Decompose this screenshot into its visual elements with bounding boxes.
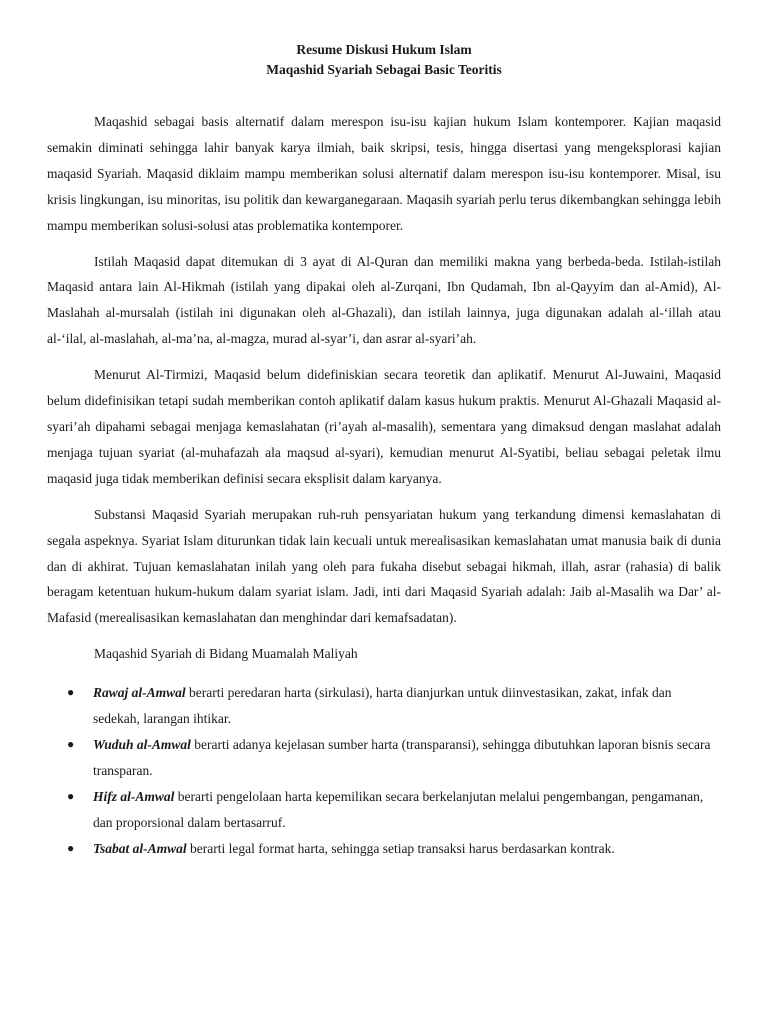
- list-item: [47, 836, 721, 862]
- bullet-icon: ●: [67, 788, 75, 803]
- bullet-icon: ●: [67, 840, 75, 855]
- list-item-text: berarti pengelolaan harta kepemilikan secara berkelanjutan melalui pengembangan, pengamanan, dan proporsional dalam bertasarruf.: [93, 788, 704, 830]
- paragraph-3: Menurut Al-Tirmizi, Maqasid belum didefiniskian secara teoretik dan aplikatif. Menurut Al-Juwaini, Maqasid belum didefinisikan tetapi sudah memberikan contoh aplikatif dalam kasus hukum praktis. Menurut Al-Ghazali Maqasid al-syari’ah dipahami sebagai menjaga kemaslahatan (ri’ayah al-masalih), sementara yang dimaksud dengan maslahat adalah menjaga tujuan syariat (al-muhafazah ala maqsud al-syari), kemudian menurut Al-Syatibi, beliau sebagai peletak ilmu maqasid juga tidak memberikan definisi secara eksplisit dalam karyanya.: [47, 367, 721, 486]
- document-page: [47, 40, 721, 861]
- list-item-term: Wuduh al-Amwal: [93, 736, 191, 752]
- document-title: Resume Diskusi Hukum Islam: [296, 42, 472, 57]
- title-block: [47, 40, 721, 80]
- list-item: [47, 784, 721, 836]
- paragraph-1: Maqashid sebagai basis alternatif dalam merespon isu-isu kajian hukum Islam kontemporer. Kajian maqasid semakin diminati sehingga lahir banyak karya ilmiah, baik skripsi, tesis, hingga disertasi yang mengeksplorasi kajian maqasid Syariah. Maqasid diklaim mampu memberikan solusi alternatif dalam merespon isu-isu kontemporer. Misal, isu krisis lingkungan, isu minoritas, isu politik dan kewarganegaraan. Maqasih syariah perlu terus dikembangkan sehingga lebih mampu memberikan solusi-solusi atas problematika kontemporer.: [47, 114, 721, 233]
- bullet-icon: ●: [67, 736, 75, 751]
- document-subtitle: Maqashid Syariah Sebagai Basic Teoritis: [266, 62, 502, 77]
- list-item-term: Hifz al-Amwal: [93, 788, 175, 804]
- list-item: [47, 680, 721, 732]
- list-item-text: berarti legal format harta, sehingga setiap transaksi harus berdasarkan kontrak.: [186, 840, 615, 856]
- list-item-text: berarti adanya kejelasan sumber harta (transparansi), sehingga dibutuhkan laporan bisnis secara transparan.: [93, 736, 711, 778]
- bullet-list: [47, 680, 721, 861]
- bullet-icon: ●: [67, 685, 75, 700]
- list-item-term: Rawaj al-Amwal: [93, 685, 186, 701]
- paragraph-4: Substansi Maqasid Syariah merupakan ruh-ruh pensyariatan hukum yang terkandung dimensi kemaslahatan di segala aspeknya. Syariat Islam diturunkan tidak lain kecuali untuk merealisasikan kemaslahatan umat manusia baik di dunia dan di akhirat. Tujuan kemaslahatan inilah yang oleh para fukaha disebut sebagai hikmah, illah, asrar (rahasia) di balik beragam ketentuan hukum-hukum dalam syariat islam. Jadi, inti dari Maqasid Syariah adalah: Jaib al-Masalih wa Dar’ al-Mafasid (merealisasikan kemaslahatan dan menghindar dari kemafsadatan).: [47, 506, 721, 626]
- paragraph-2: Istilah Maqasid dapat ditemukan di 3 ayat di Al-Quran dan memiliki makna yang berbeda-beda. Istilah-istilah Maqasid antara lain Al-Hikmah (istilah yang dipakai oleh al-Zurqani, Ibn Qudamah, Ibn al-Qayyim dan al-Amid), Al-Maslahah al-mursalah (istilah ini digunakan oleh al-Ghazali), dan istilah lainnya, juga digunakan adalah al-‘illah atau al-‘ilal, al-maslahah, al-ma’na, al-magza, murad al-syar’i, dan asrar al-syari’ah.: [47, 253, 721, 347]
- list-item-term: Tsabat al-Amwal: [93, 840, 187, 856]
- section-heading: Maqashid Syariah di Bidang Muamalah Maliyah: [94, 646, 358, 662]
- list-item-text: berarti peredaran harta (sirkulasi), harta dianjurkan untuk diinvestasikan, zakat, infak dan sedekah, larangan ihtikar.: [93, 685, 672, 727]
- list-item: [47, 732, 721, 784]
